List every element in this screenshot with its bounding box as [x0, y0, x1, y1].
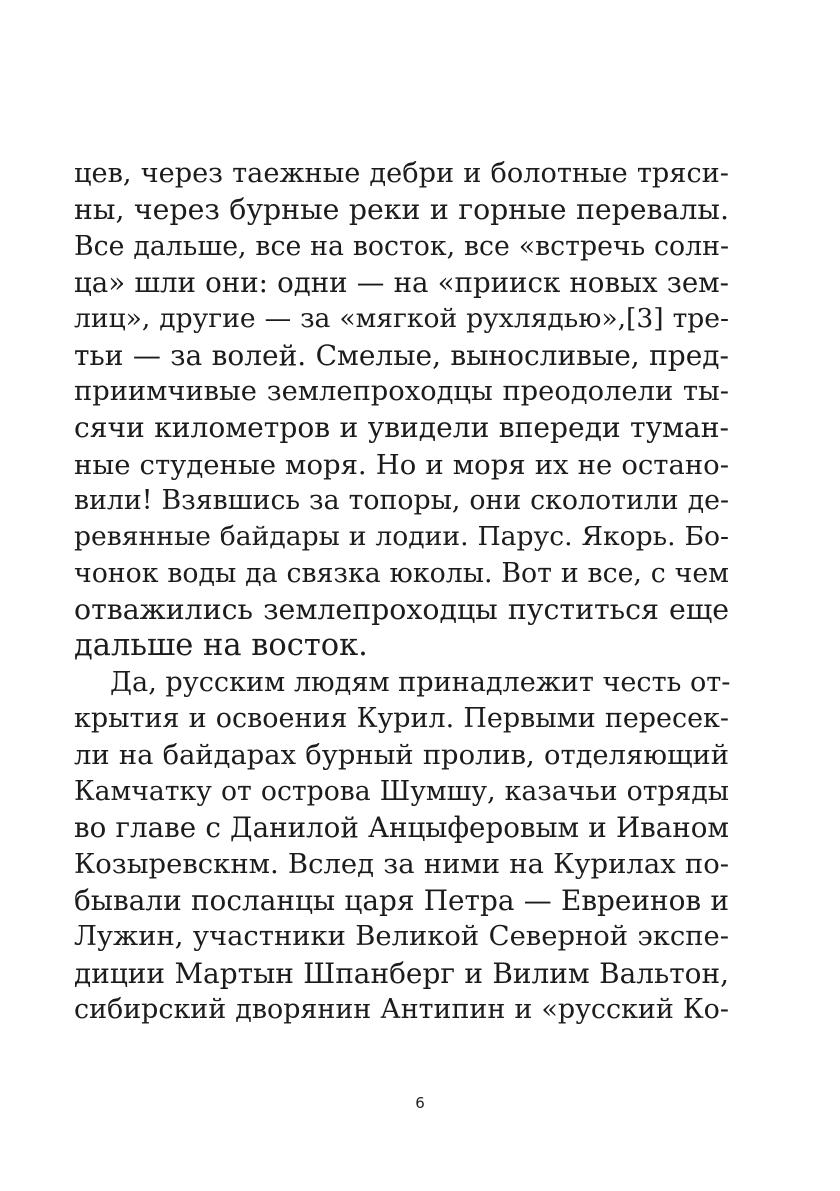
- text-line: ца» шли они: одни — на «прииск новых зем-: [74, 266, 729, 300]
- text-line: Камчатку от острова Шумшу, казачьи отряды: [74, 775, 729, 807]
- text-line: цев, через таежные дебри и болотные тряси-: [74, 158, 729, 189]
- text-line: Козыревскнм. Вслед за ними на Курилах по-: [74, 848, 729, 880]
- text-line: Да, русским людям принадлежит честь от-: [110, 666, 731, 698]
- text-line: диции Мартын Шпанберг и Вилим Вальтон,: [74, 956, 729, 990]
- text-line: бывали посланцы царя Петра — Евреинов и: [74, 883, 729, 917]
- text-line: сячи километров и увидели впереди туман-: [74, 411, 729, 445]
- paragraph-1: [74, 156, 729, 665]
- text-line: ли на байдарах бурный пролив, отделяющий: [74, 739, 729, 771]
- text-line: приимчивые землепроходцы преодолели ты-: [74, 376, 729, 408]
- text-line: во главе с Данилой Анцыферовым и Иваном: [74, 811, 729, 845]
- text-line: лиц», другие — за «мягкой рухлядью»,[3] тре-: [74, 303, 729, 335]
- text-line: Все дальше, все на восток, все «встречь солн-: [74, 230, 729, 262]
- text-line: сибирский дворянин Антипин и «русский Ко-: [74, 993, 729, 1025]
- text-line: Лужин, участники Великой Северной экспе-: [74, 921, 729, 953]
- text-line: ревянные байдары и лодии. Парус. Якорь. Бо-: [74, 521, 729, 553]
- text-line: крытия и освоения Курил. Первыми пересек-: [74, 703, 729, 735]
- page-body: [74, 156, 729, 1028]
- paragraph-2: [74, 665, 729, 1028]
- text-line: дальше на восток.: [74, 628, 368, 664]
- text-line: тьи — за волей. Смелые, выносливые, пред-: [74, 338, 729, 372]
- text-line: чонок воды да связка юколы. Вот и все, с чем: [74, 557, 729, 589]
- text-line: вили! Взявшись за топоры, они сколотили де-: [74, 485, 729, 517]
- text-line: отважились землепроходцы пуститься еще: [74, 593, 729, 627]
- page-number: 6: [415, 1094, 425, 1112]
- text-line: ные студеные моря. Но и моря их не остано-: [74, 448, 729, 481]
- text-line: ны, через бурные реки и горные перевалы.: [74, 193, 729, 227]
